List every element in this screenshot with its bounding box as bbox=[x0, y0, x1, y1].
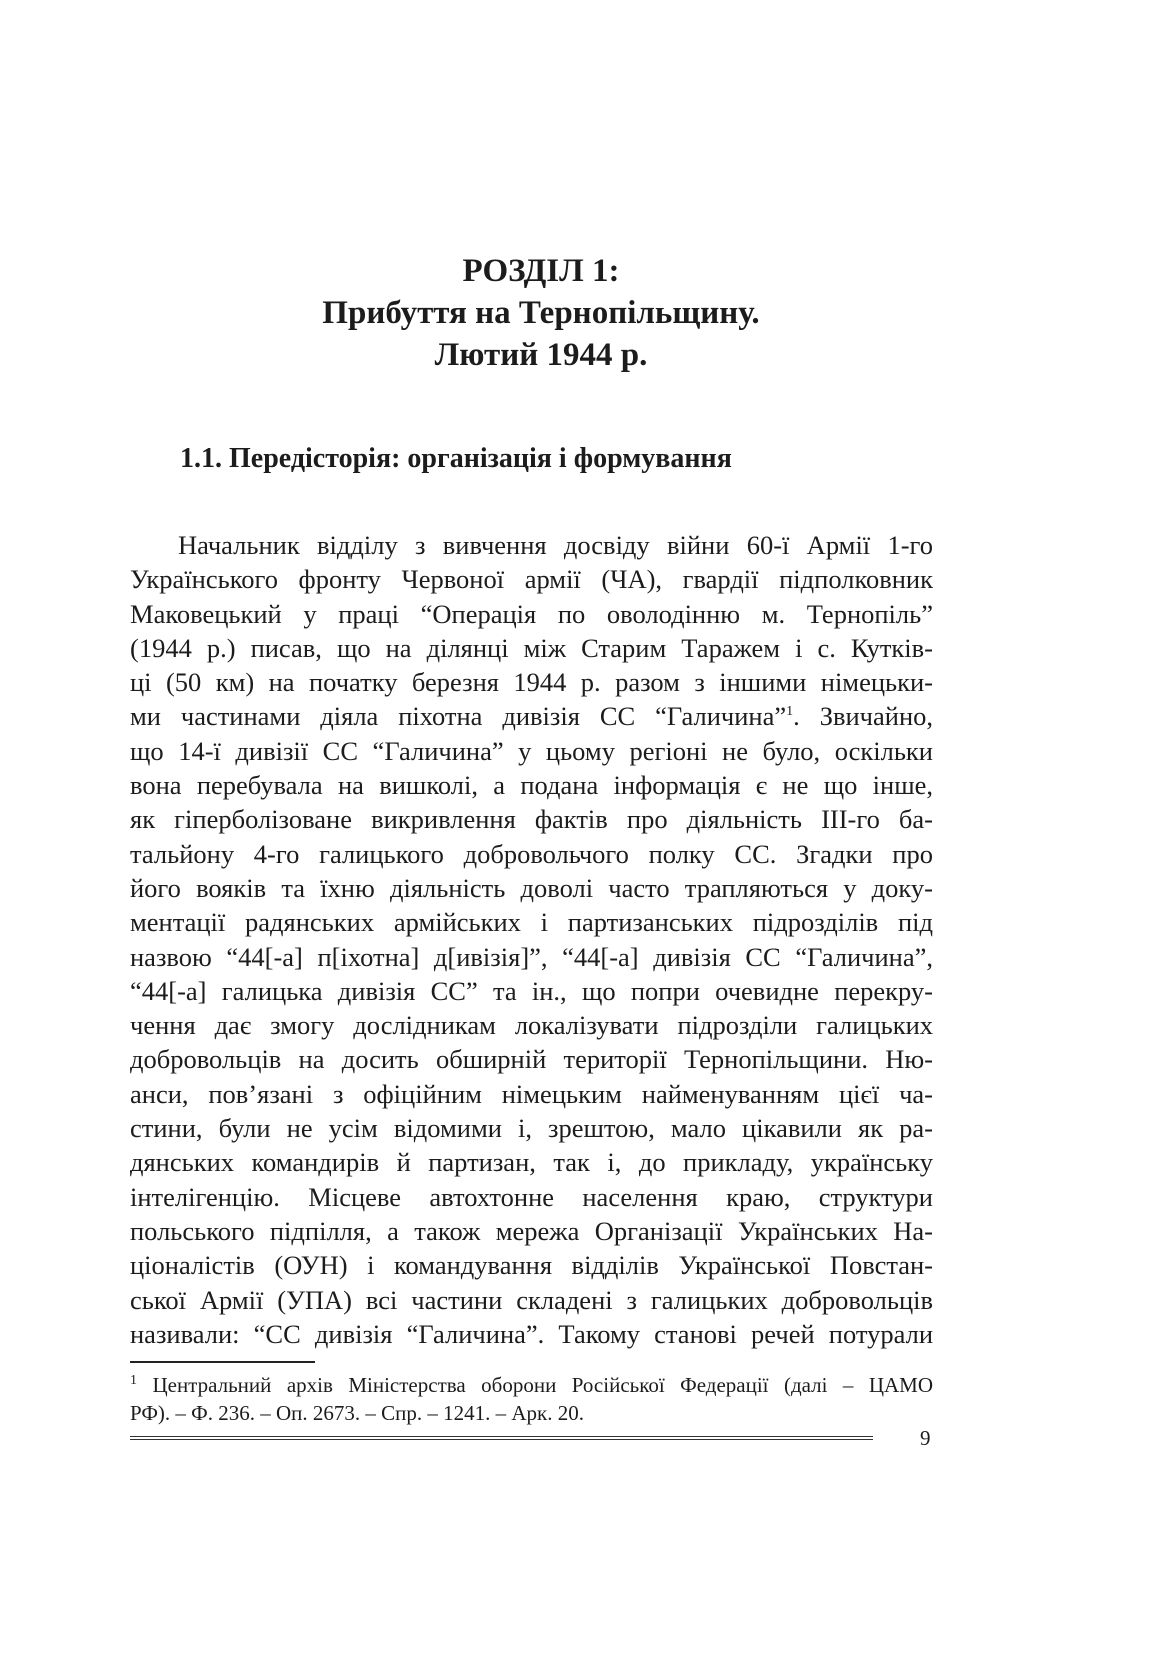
body-line bbox=[130, 802, 933, 836]
body-line-text: що 14-ї дивізії СС “Галичина” у цьому регіоні не було, оскільки bbox=[130, 735, 933, 766]
body-paragraph bbox=[130, 528, 933, 1351]
body-line-text: анси, пов’язані з офіційним німецьким найменуванням цієї ча- bbox=[130, 1078, 933, 1109]
body-line bbox=[130, 1248, 933, 1282]
body-line bbox=[130, 1042, 933, 1076]
body-line bbox=[130, 631, 933, 665]
body-line-text: чення дає змогу дослідникам локалізувати підрозділи галицьких bbox=[130, 1010, 933, 1041]
body-line bbox=[130, 597, 933, 631]
body-line-text: ментації радянських армійських і партизанських підрозділів під bbox=[130, 907, 933, 938]
body-line-text: добровольців на досить обширній території Тернопільщини. Ню- bbox=[130, 1044, 933, 1075]
body-line bbox=[130, 1008, 933, 1042]
body-line-text: вона перебувала на вишколі, а подана інформація є не що інше, bbox=[130, 770, 933, 801]
body-line-text: ської Армії (УПА) всі частини складені з галицьких добровольців bbox=[130, 1284, 933, 1315]
body-line-text: називали: “СС дивізія “Галичина”. Такому станові речей потурали bbox=[130, 1318, 933, 1349]
footnote-line-1-text bbox=[130, 1371, 933, 1399]
body-line-text: дянських командирів й партизан, так і, до прикладу, українську bbox=[130, 1147, 933, 1178]
footnote-line-1 bbox=[130, 1371, 933, 1399]
body-line bbox=[130, 940, 933, 974]
body-line-text: стини, були не усім відомими і, зрештою, мало цікавили як ра- bbox=[130, 1113, 933, 1144]
body-line-text: назвою “44[-а] п[іхотна] д[ивізія]”, “44[-а] дивізія СС “Галичина”, bbox=[130, 941, 933, 972]
chapter-title-line-3: Лютий 1944 р. bbox=[434, 337, 648, 373]
page-footer-double-rule bbox=[130, 1436, 873, 1440]
body-line bbox=[130, 562, 933, 596]
body-line-text: “44[-а] галицька дивізія СС” та ін., що попри очевидне перекру- bbox=[130, 975, 933, 1006]
body-line-text: польського підпілля, а також мережа Організації Українських На- bbox=[130, 1215, 933, 1246]
body-line-text: тальйону 4-го галицького добровольчого полку СС. Згадки про bbox=[130, 838, 933, 869]
body-line-text bbox=[130, 699, 933, 733]
body-line bbox=[130, 974, 933, 1008]
footnote-marker: 1 bbox=[130, 1373, 137, 1388]
body-line-text-tail: . Звичайно, bbox=[793, 701, 933, 732]
body-line bbox=[130, 905, 933, 939]
body-line bbox=[130, 1180, 933, 1214]
footnote-reference[interactable]: 1 bbox=[786, 704, 794, 720]
body-line-text: (1944 р.) писав, що на ділянці між Старим Таражем і с. Кутків- bbox=[130, 632, 933, 663]
body-line bbox=[130, 1214, 933, 1248]
chapter-title bbox=[0, 250, 1082, 376]
body-line-text: Українського фронту Червоної армії (ЧА), гвардії підполковник bbox=[130, 564, 933, 595]
page-number: 9 bbox=[920, 1426, 931, 1450]
body-line-text: як гіперболізоване викривлення фактів про діяльність ІІІ-го ба- bbox=[130, 804, 933, 835]
body-line-text: ці (50 км) на початку березня 1944 р. разом з іншими німецьки- bbox=[130, 667, 933, 698]
body-line-text: Начальник відділу з вивчення досвіду війни 60-ї Армії 1-го bbox=[178, 530, 933, 560]
footnote-divider bbox=[130, 1361, 315, 1363]
body-line bbox=[130, 871, 933, 905]
chapter-title-line-2: Прибуття на Тернопільщину. bbox=[322, 295, 760, 331]
body-line bbox=[130, 1111, 933, 1145]
body-line bbox=[130, 1145, 933, 1179]
chapter-title-line-1: РОЗДІЛ 1: bbox=[462, 253, 620, 289]
footnote bbox=[130, 1371, 933, 1427]
body-line bbox=[130, 1077, 933, 1111]
body-line bbox=[130, 1283, 933, 1317]
body-line-text: його вояків та їхню діяльність доволі часто трапляються у доку- bbox=[130, 872, 933, 903]
body-line bbox=[130, 528, 933, 562]
body-line-text-main: ми частинами діяла піхотна дивізія СС “Галичина” bbox=[130, 701, 787, 732]
body-line bbox=[130, 734, 933, 768]
section-title: 1.1. Передісторія: організація і формування bbox=[180, 443, 732, 474]
body-line-text: інтелігенцію. Місцеве автохтонне населення краю, структури bbox=[130, 1181, 933, 1212]
body-line bbox=[130, 665, 933, 699]
footnote-text-1: Центральний архів Міністерства оборони Російської Федерації (далі – ЦАМО bbox=[152, 1373, 934, 1397]
body-line bbox=[130, 699, 933, 733]
body-line bbox=[130, 1317, 933, 1351]
body-line bbox=[130, 768, 933, 802]
footnote-line-2: РФ). – Ф. 236. – Оп. 2673. – Спр. – 1241. – Арк. 20. bbox=[130, 1401, 585, 1425]
body-line-text: Маковецький у праці “Операція по оволодінню м. Тернопіль” bbox=[130, 598, 933, 629]
body-line-text: ціоналістів (ОУН) і командування відділів Української Повстан- bbox=[130, 1250, 933, 1281]
body-line bbox=[130, 837, 933, 871]
